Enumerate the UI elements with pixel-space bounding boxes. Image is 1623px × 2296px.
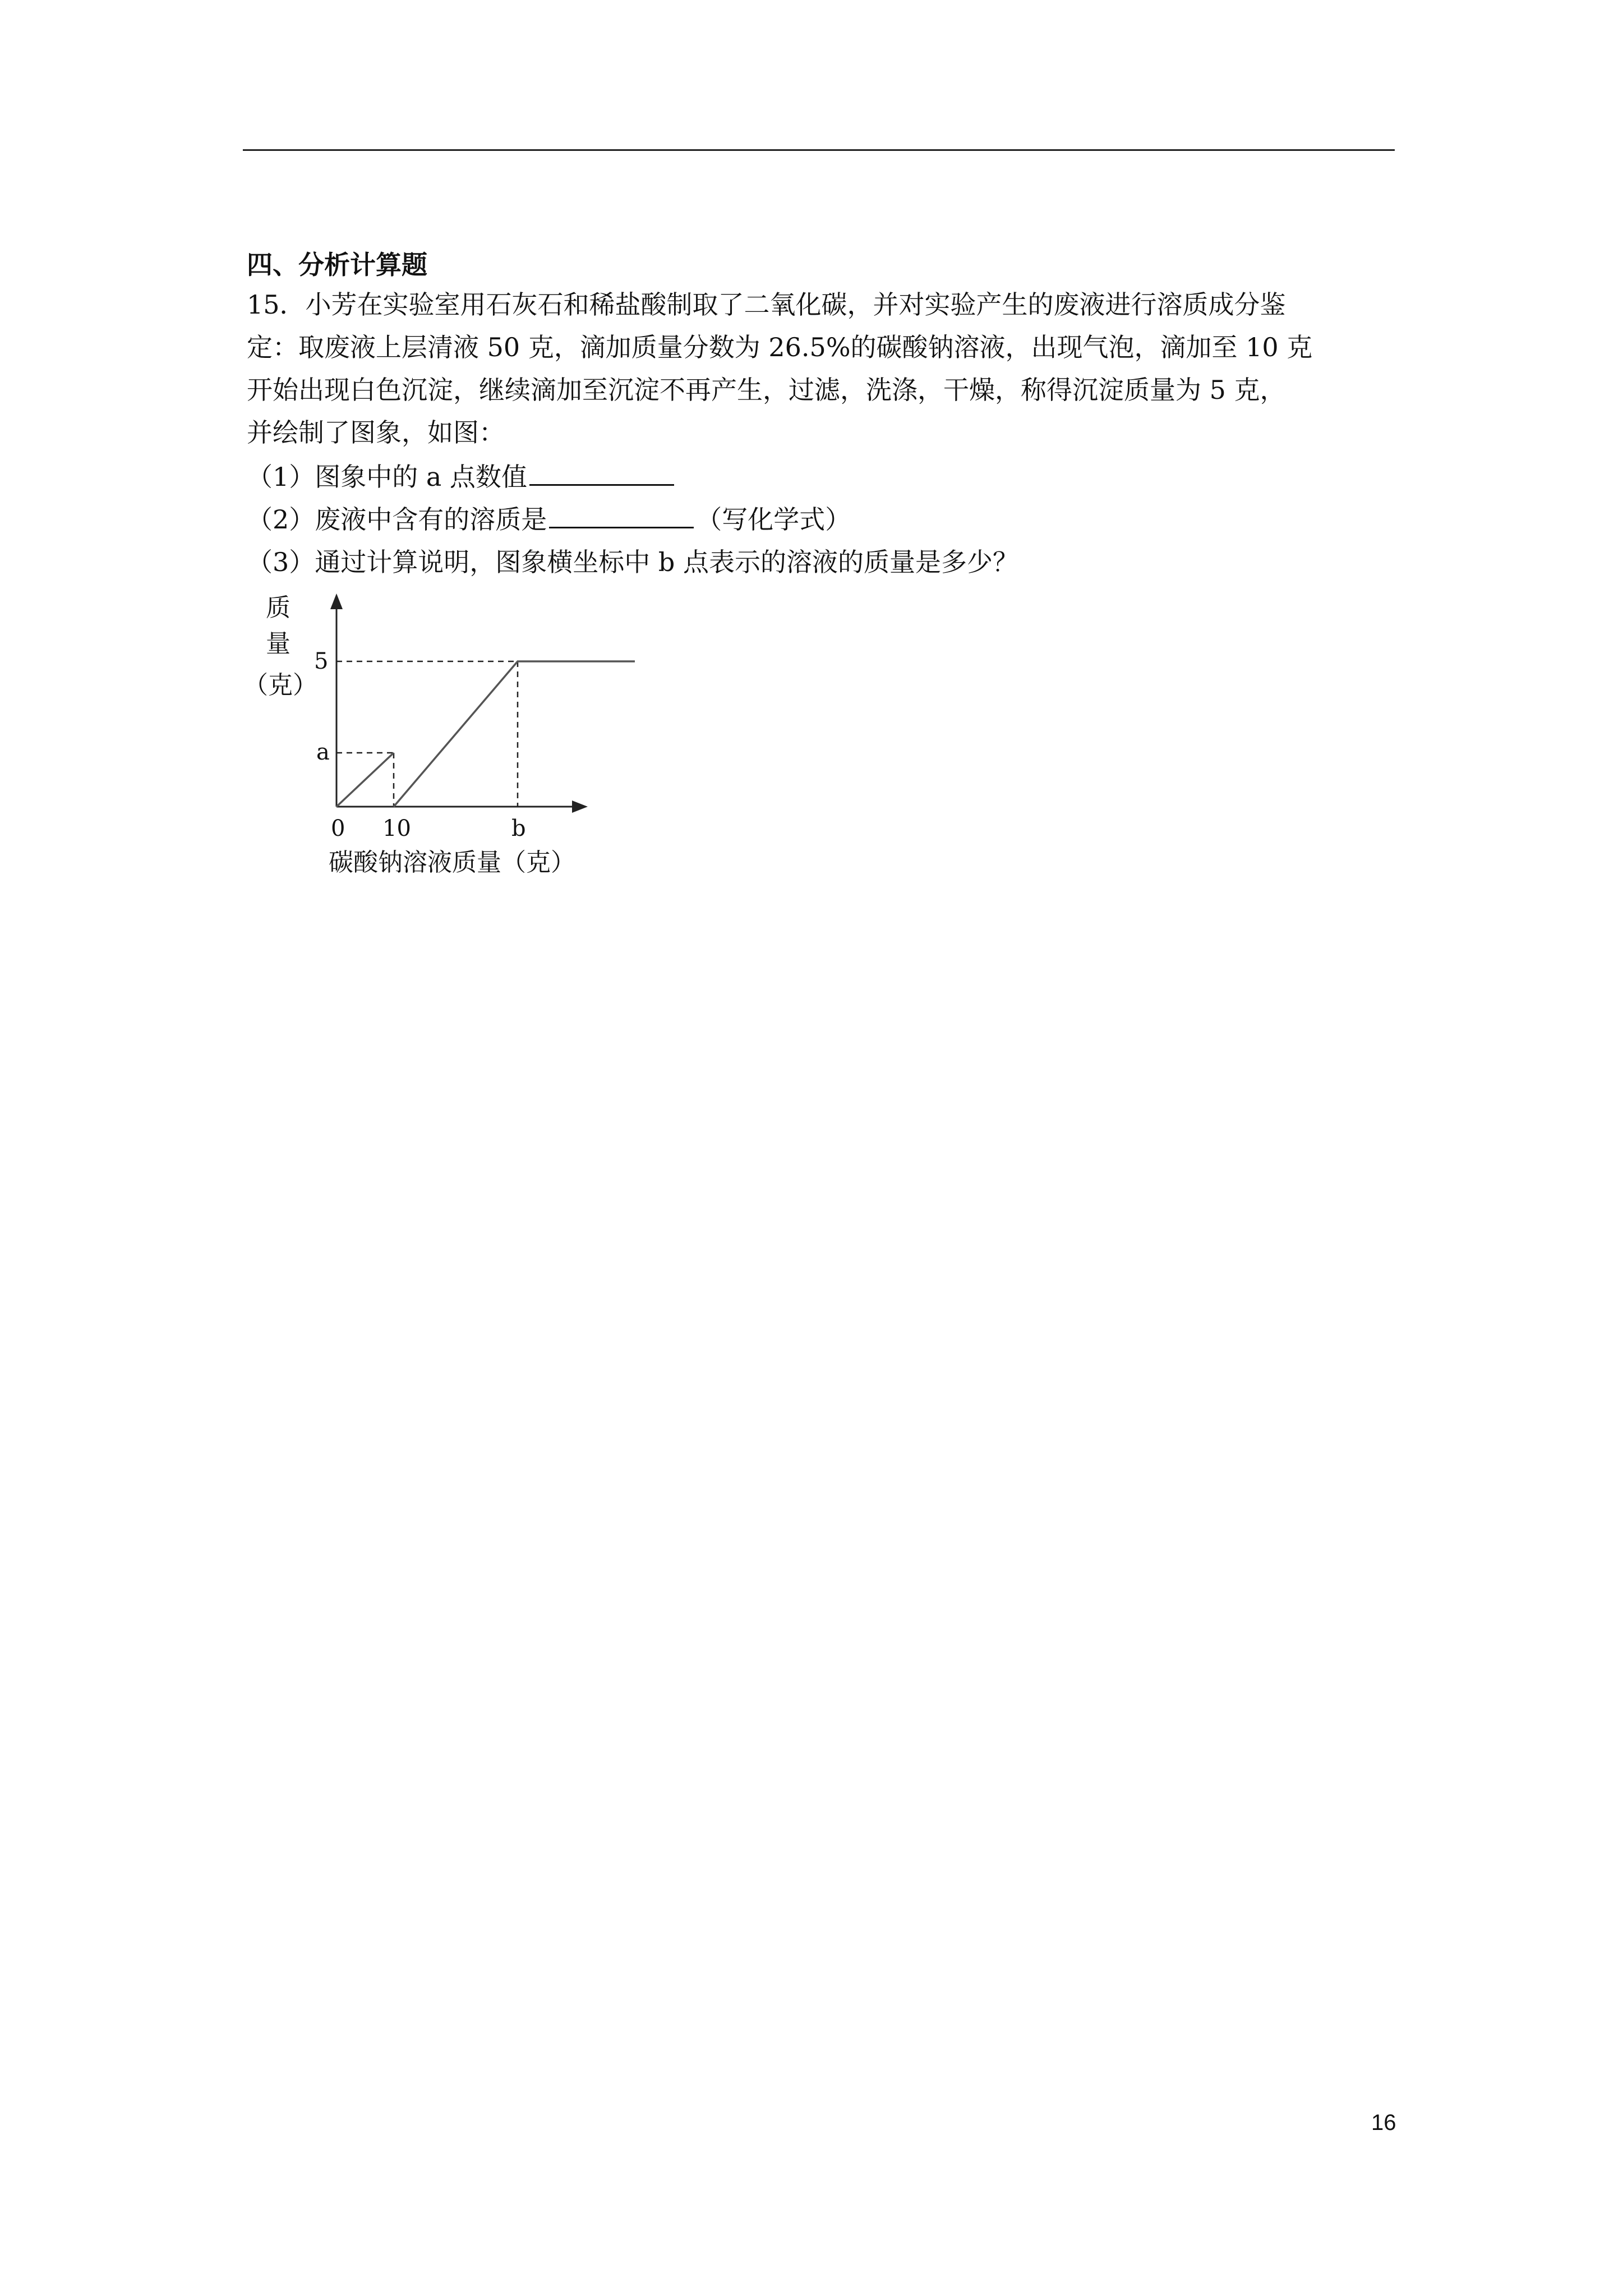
y-axis-label-line: （克） [243,671,317,700]
x-axis-arrow-icon [572,800,588,813]
x-axis-label: 碳酸钠溶液质量（克） [329,848,575,877]
y-axis-label-line: 质 [266,593,291,622]
section-heading: 四、分析计算题 [247,250,427,280]
question-3-text: （3）通过计算说明，图象横坐标中 b 点表示的溶液的质量是多少？ [247,547,1018,577]
header-rule [243,149,1395,151]
question-3 [247,541,1018,583]
precipitate-graph [236,583,639,898]
y-tick-label-5: 5 [314,648,329,674]
question-2-text: （2）废液中含有的溶质是 [247,504,547,535]
series-1-line [336,753,394,807]
x-tick-label-0: 0 [331,816,345,841]
question-2-suffix: （写化学式） [696,504,851,535]
question-1 [247,455,676,498]
problem-line: 并绘制了图象，如图： [247,417,505,448]
answer-blank-2[interactable] [549,502,694,528]
y-tick-label-a: a [316,739,330,765]
x-tick-label-10: 10 [382,816,411,841]
question-1-text: （1）图象中的 a 点数值 [247,462,527,492]
answer-blank-1[interactable] [529,459,674,486]
y-axis-arrow-icon [330,593,343,609]
y-axis-label-line: 量 [266,629,291,658]
series-2-line [394,661,635,807]
problem-line: 开始出现白色沉淀，继续滴加至沉淀不再产生，过滤，洗涤，干燥，称得沉淀质量为 5 克， [247,375,1286,405]
question-2 [247,498,851,541]
graph-svg [236,583,639,898]
x-tick-label-b: b [511,816,526,841]
problem-line: 定：取废液上层清液 50 克，滴加质量分数为 26.5%的碳酸钠溶液，出现气泡，滴加至 10 克 [247,332,1313,362]
problem-statement [247,283,1396,454]
page-number: 16 [1371,2110,1396,2135]
problem-line: 15．小芳在实验室用石灰石和稀盐酸制取了二氧化碳，并对实验产生的废液进行溶质成分鉴 [247,289,1286,320]
